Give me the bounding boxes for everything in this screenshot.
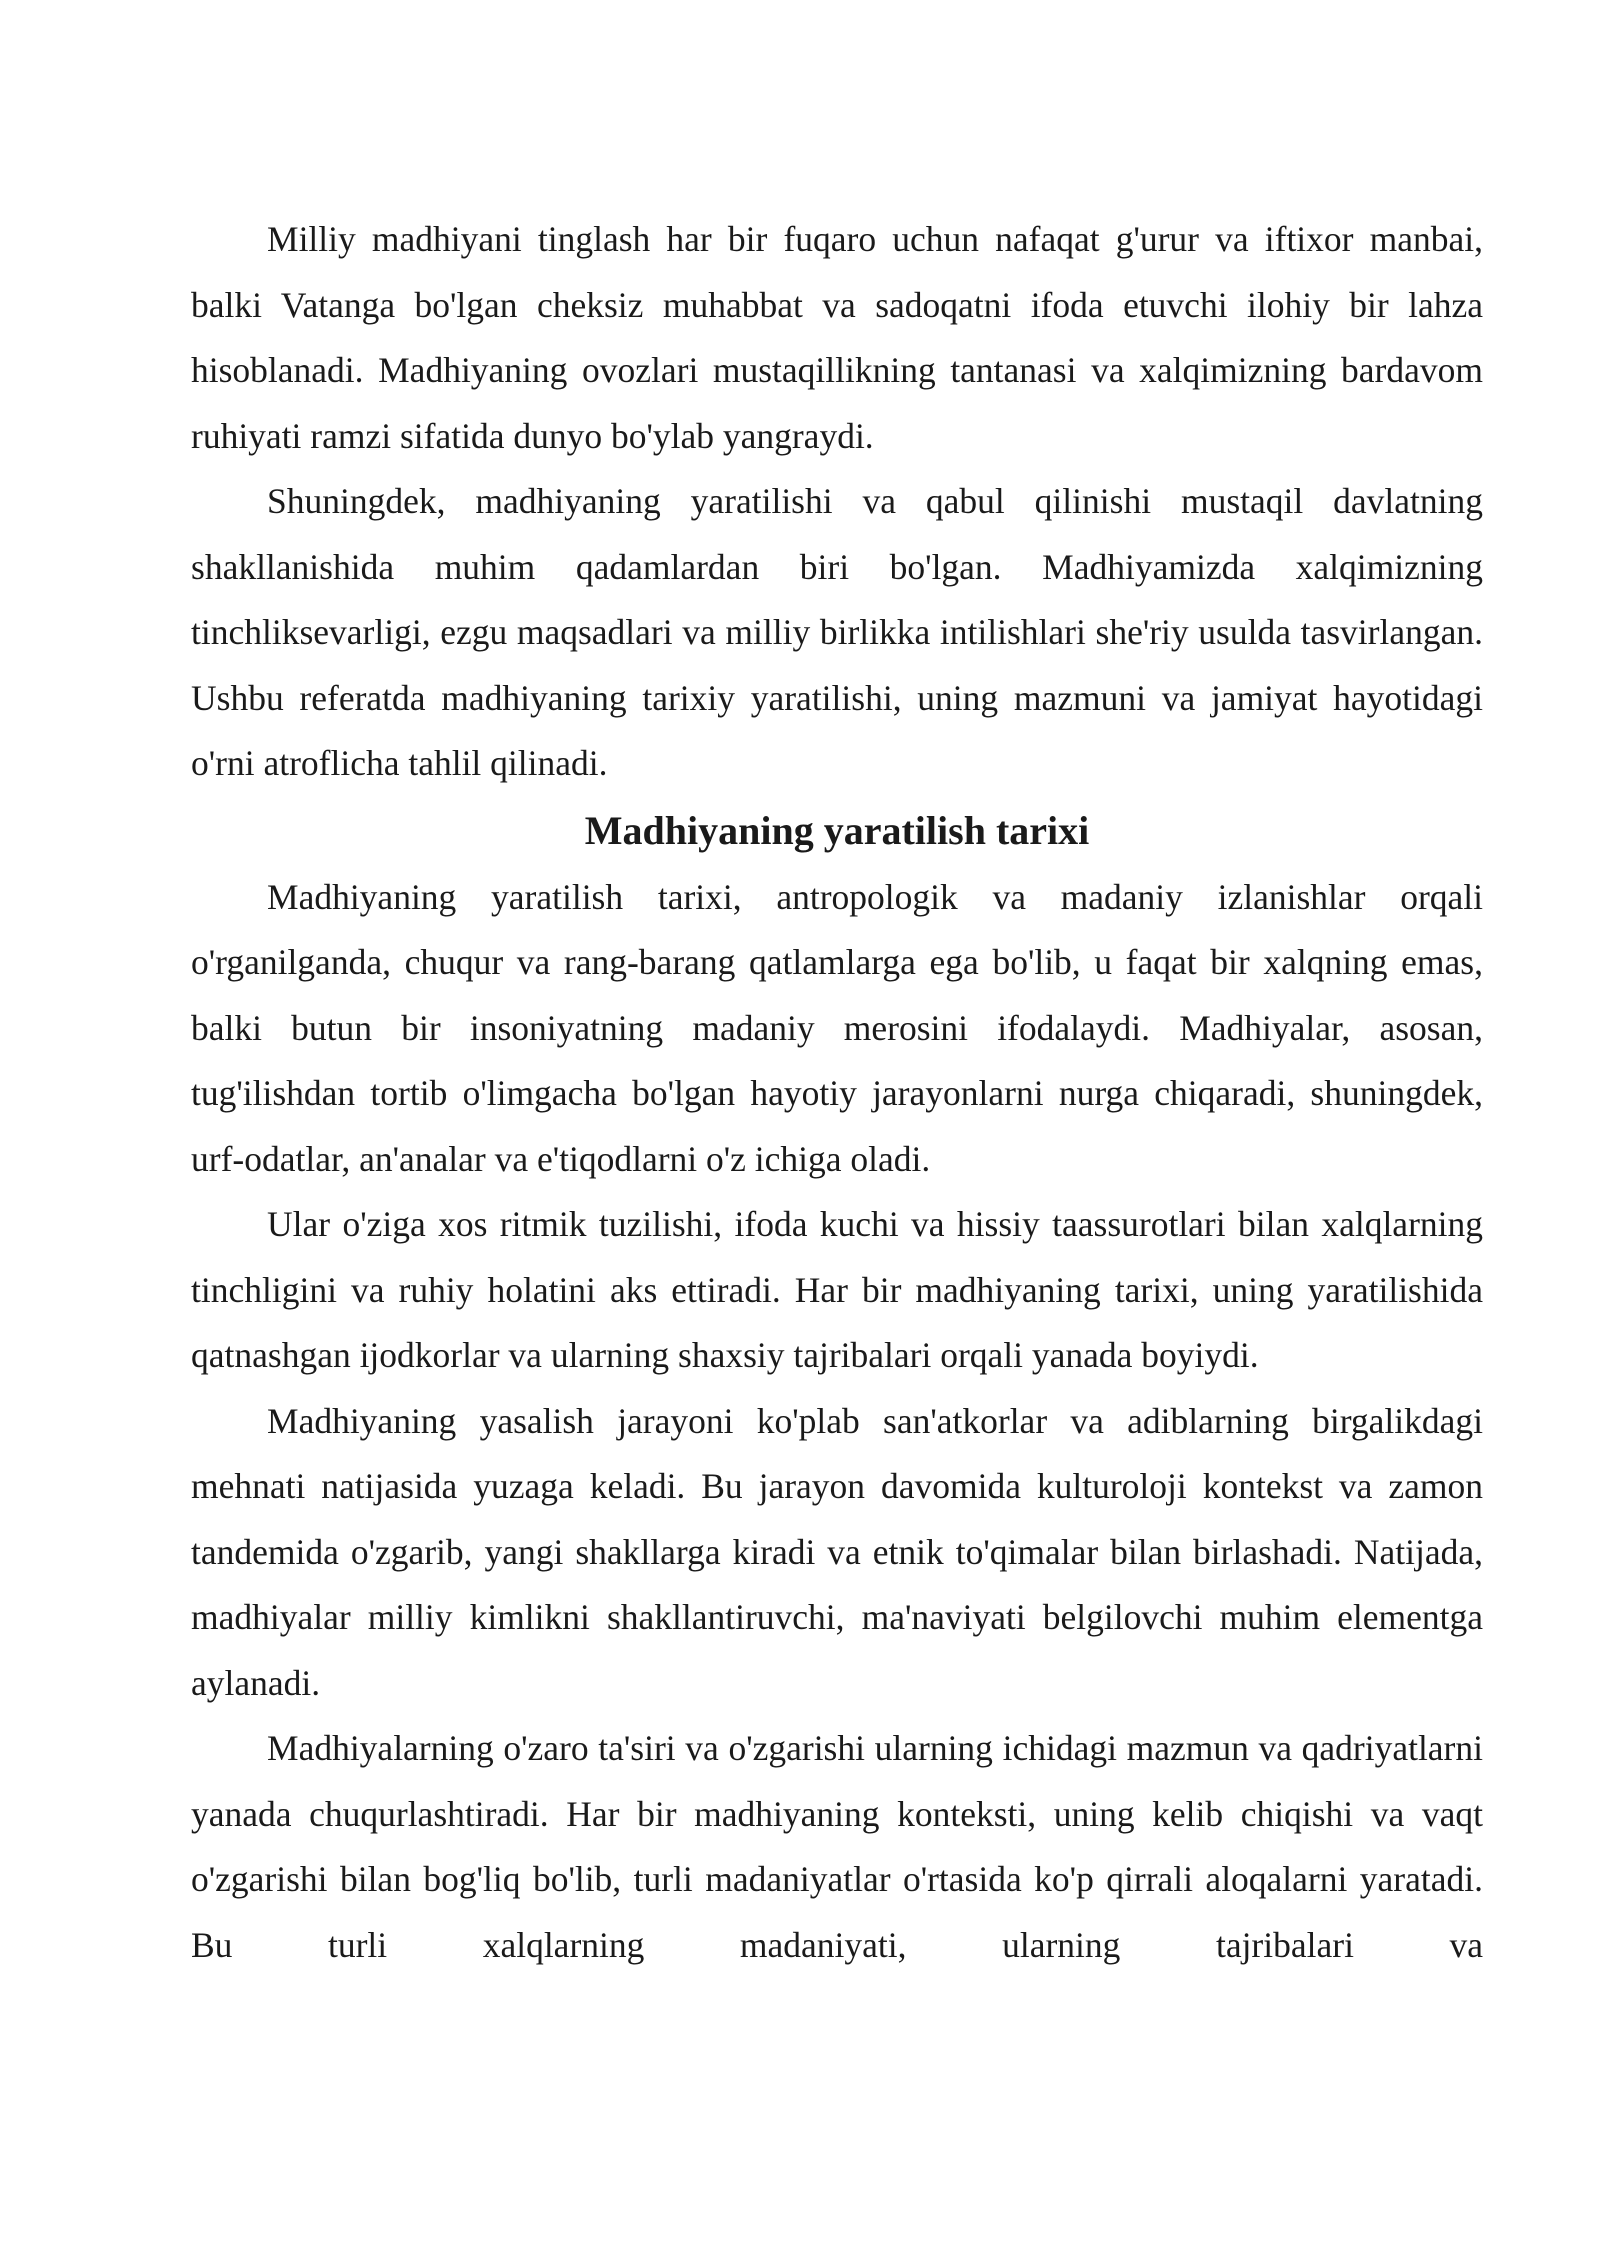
paragraph-intro-2: Shuningdek, madhiyaning yaratilishi va qabul qilinishi mustaqil davlatning shakllanishida muhim qadamlardan biri bo'lgan. Madhiyamizda xalqimizning tinchliksevarligi, ezgu maqsadlari va milliy birlikka intilishlari she'riy usulda tasvirlangan. Ushbu referatda madhiyaning tarixiy yaratilishi, uning mazmuni va jamiyat hayotidagi o'rni atroflicha tahlil qilinadi. (191, 481, 1483, 783)
paragraph-intro-1: Milliy madhiyani tinglash har bir fuqaro uchun nafaqat g'urur va iftixor manbai, balki Vatanga bo'lgan cheksiz muhabbat va sadoqatni ifoda etuvchi ilohiy bir lahza hisoblanadi. Madhiyaning ovozlari mustaqillikning tantanasi va xalqimizning bardavom ruhiyati ramzi sifatida dunyo bo'ylab yangraydi. (191, 219, 1483, 456)
paragraph-section-4: Madhiyalarning o'zaro ta'siri va o'zgarishi ularning ichidagi mazmun va qadriyatlarni yanada chuqurlashtiradi. Har bir madhiyaning konteksti, uning kelib chiqishi va vaqt o'zgarishi bilan bog'liq bo'lib, turli madaniyatlar o'rtasida ko'p qirrali aloqalarni yaratadi. Bu turli xalqlarning madaniyati, ularning tajribalari va (191, 1728, 1483, 1965)
paragraph-section-2: Ular o'ziga xos ritmik tuzilishi, ifoda kuchi va hissiy taassurotlari bilan xalqlarning tinchligini va ruhiy holatini aks ettiradi. Har bir madhiyaning tarixi, uning yaratilishida qatnashgan ijodkorlar va ularning shaxsiy tajribalari orqali yanada boyiydi. (191, 1204, 1483, 1375)
document-body (191, 207, 1483, 1978)
section-heading: Madhiyaning yaratilish tarixi (584, 807, 1090, 853)
paragraph-section-1: Madhiyaning yaratilish tarixi, antropologik va madaniy izlanishlar orqali o'rganilganda, chuqur va rang-barang qatlamlarga ega bo'lib, u faqat bir xalqning emas, balki butun bir insoniyatning madaniy merosini ifodalaydi. Madhiyalar, asosan, tug'ilishdan tortib o'limgacha bo'lgan hayotiy jarayonlarni nurga chiqaradi, shuningdek, urf-odatlar, an'analar va e'tiqodlarni o'z ichiga oladi. (191, 876, 1483, 1179)
paragraph-section-3: Madhiyaning yasalish jarayoni ko'plab san'atkorlar va adiblarning birgalikdagi mehnati natijasida yuzaga keladi. Bu jarayon davomida kulturoloji kontekst va zamon tandemida o'zgarib, yangi shakllarga kiradi va etnik to'qimalar bilan birlashadi. Natijada, madhiyalar milliy kimlikni shakllantiruvchi, ma'naviyati belgilovchi muhim elementga aylanadi. (191, 1400, 1483, 1703)
